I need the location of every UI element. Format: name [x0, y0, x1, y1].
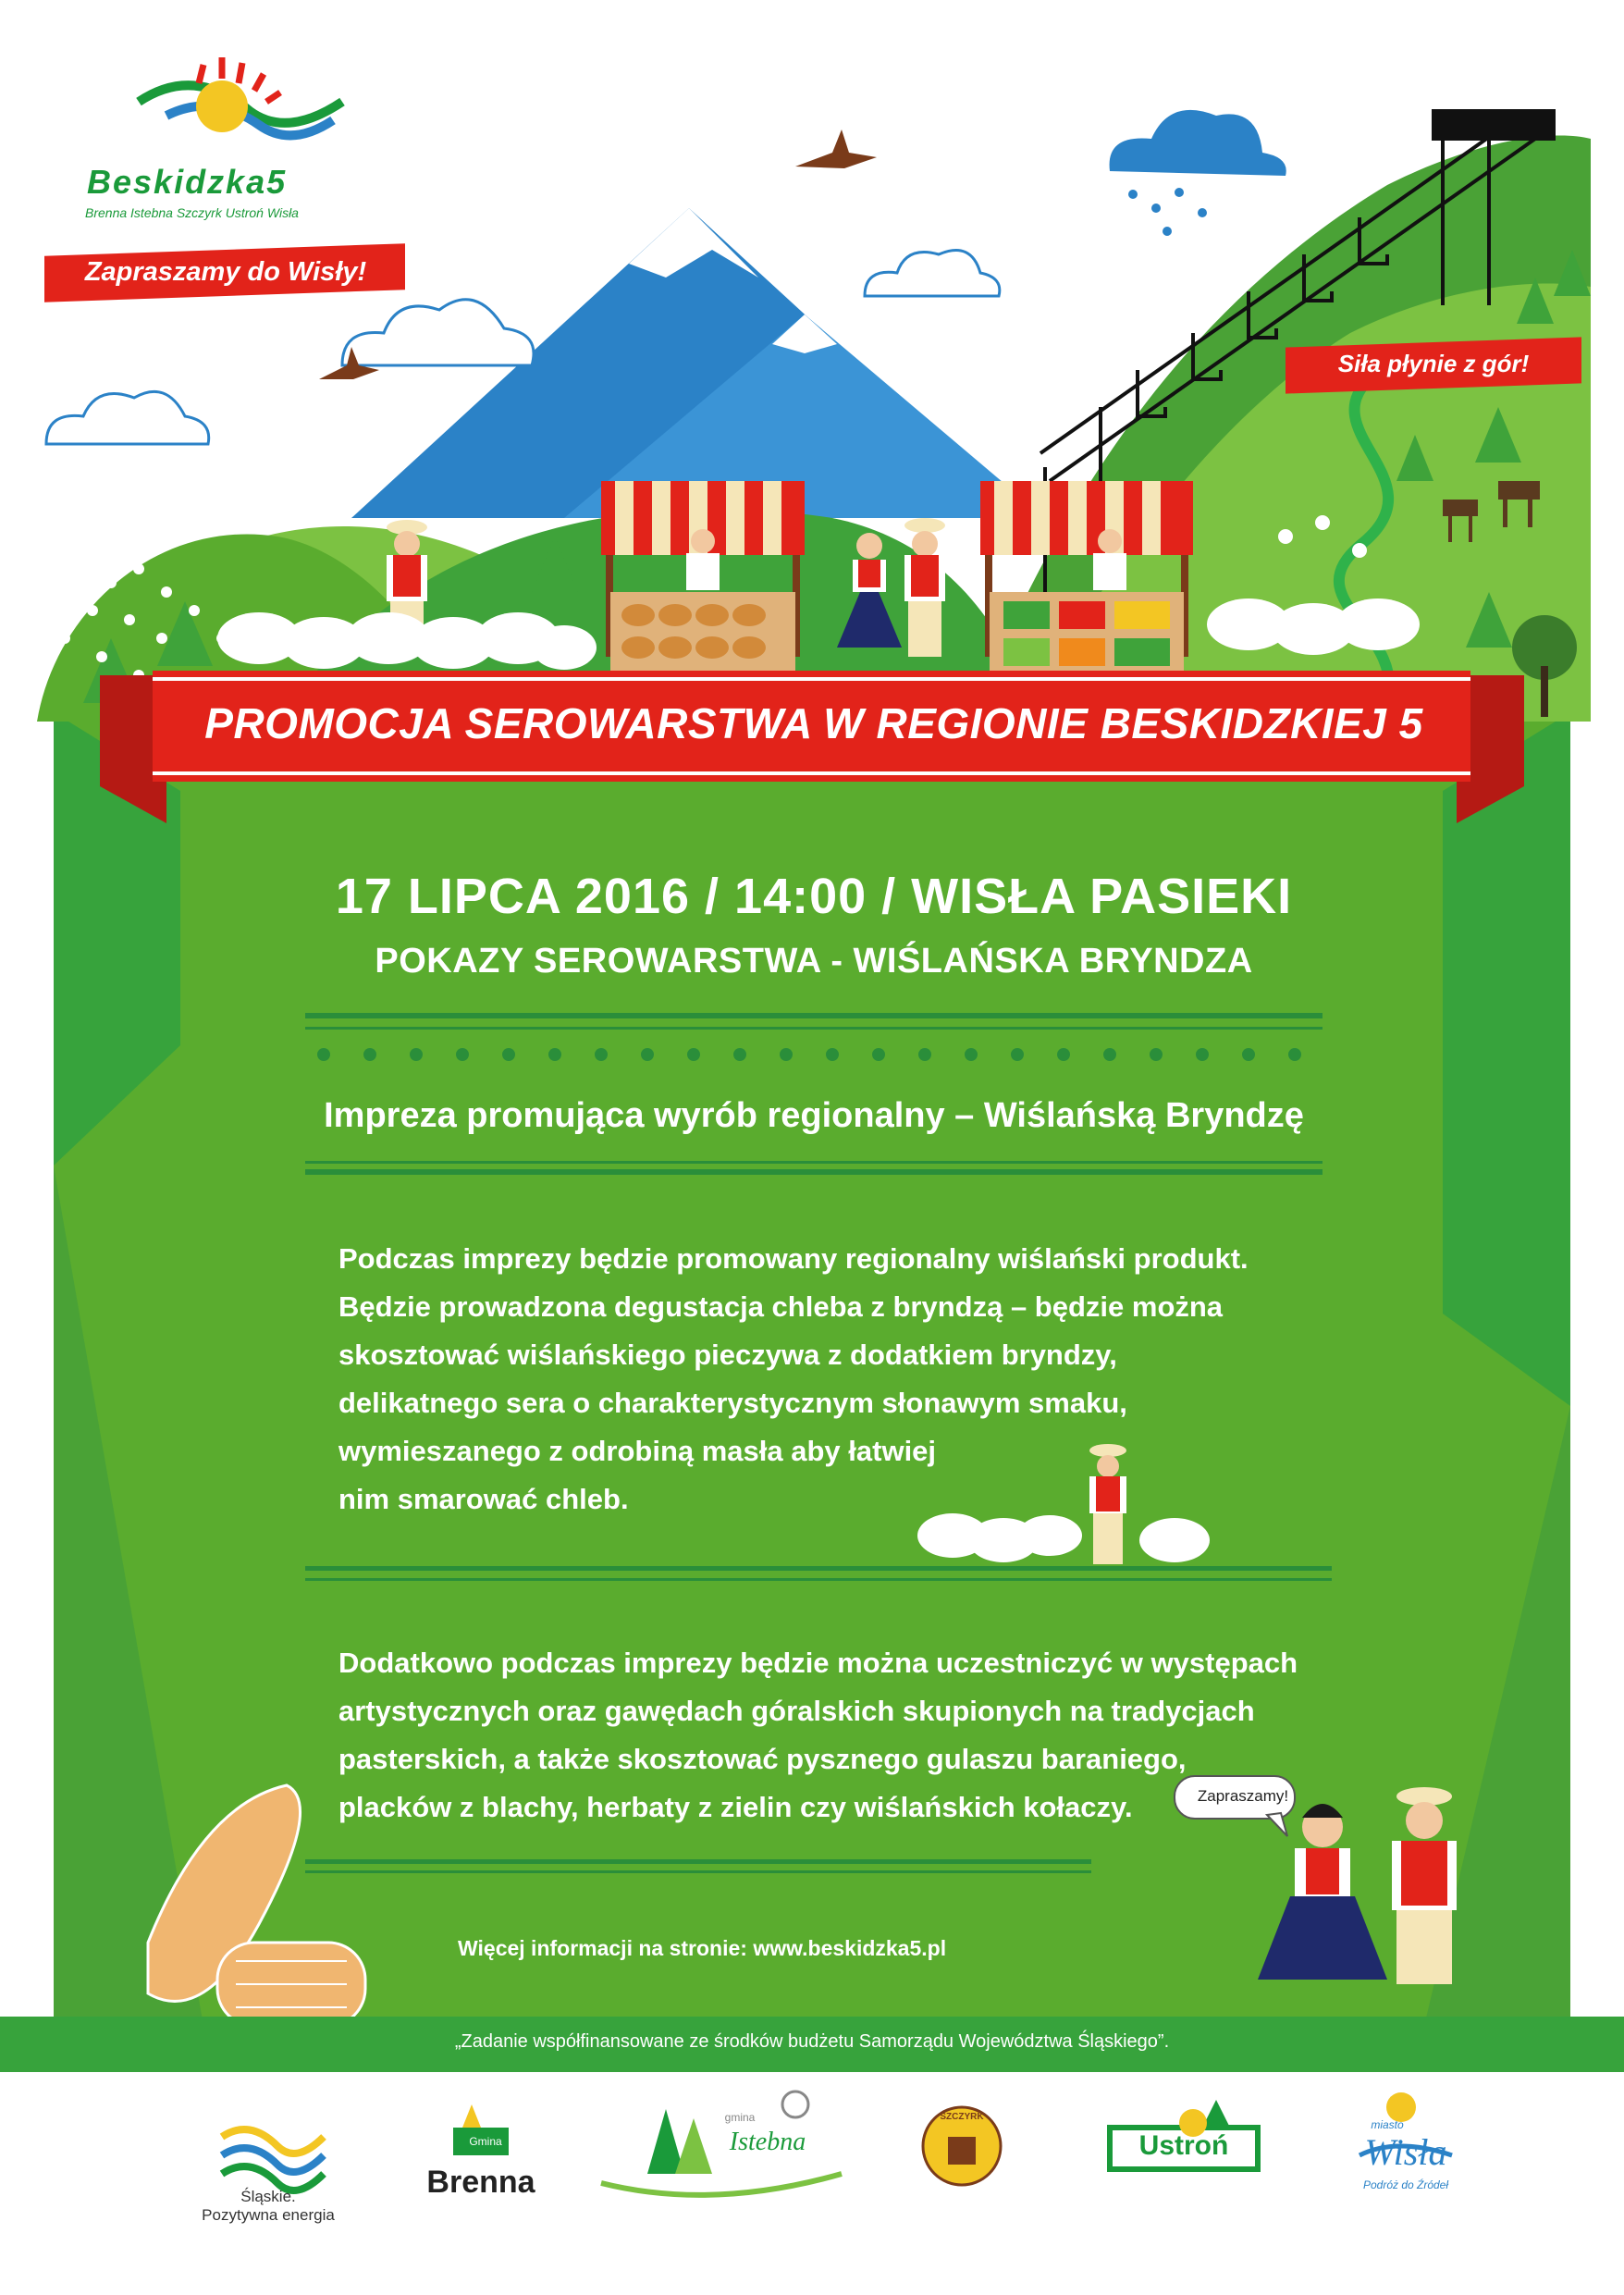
invite-banner-text: Zapraszamy do Wisły!	[84, 257, 367, 287]
istebna-small-label: gmina	[724, 2111, 756, 2124]
rain-cloud-icon	[1110, 110, 1286, 236]
paragraph-line: delikatnego sera o charakterystycznym słonawym smaku,	[338, 1387, 1127, 1419]
brenna-small-label: Gmina	[469, 2135, 502, 2148]
paragraph-line: skosztować wiślańskiego pieczywa z dodatkiem bryndzy,	[338, 1339, 1117, 1371]
more-info-link[interactable]: Więcej informacji na stronie: www.beskidzka5.pl	[458, 1936, 947, 1960]
szczyrk-label: SZCZYRK	[940, 2112, 984, 2122]
folk-man	[904, 518, 945, 657]
ustron-label: Ustroń	[1138, 2130, 1229, 2161]
event-shows-line: POKAZY SEROWARSTWA - WIŚLAŃSKA BRYNDZA	[375, 942, 1253, 981]
beskidzka5-logo	[139, 57, 342, 135]
speech-bubble-text: Zapraszamy!	[1197, 1787, 1289, 1805]
slaskie-logo	[222, 2129, 324, 2190]
wisla-tagline: Podróż do Źródeł	[1362, 2178, 1449, 2191]
paragraph-line: nim smarować chleb.	[338, 1483, 629, 1515]
wisla-label: Wisła	[1364, 2131, 1447, 2173]
paragraph-line: artystycznych oraz gawędach góralskich skupionych na tradycjach	[338, 1695, 1255, 1727]
slaskie-caption	[176, 2188, 361, 2225]
slaskie-line2: Pozytywna energia	[202, 2206, 335, 2224]
paragraph-line: Podczas imprezy będzie promowany regionalny wiślański produkt.	[338, 1242, 1249, 1275]
description-paragraph	[338, 1235, 1310, 1524]
cofinance-note: „Zadanie współfinansowane ze środków budżetu Samorządu Województwa Śląskiego”.	[454, 2031, 1170, 2052]
brand-towns: Brenna Istebna Szczyrk Ustroń Wisła	[85, 205, 299, 220]
brenna-label: Brenna	[426, 2165, 535, 2200]
paragraph-line: Będzie prowadzona degustacja chleba z bryndzą – będzie można	[338, 1290, 1224, 1323]
slogan-banner-text: Siła płynie z gór!	[1337, 350, 1530, 377]
event-date-line: 17 LIPCA 2016 / 14:00 / WISŁA PASIEKI	[335, 869, 1293, 924]
event-tagline: Impreza promująca wyrób regionalny – Wiślańską Bryndzę	[324, 1096, 1304, 1135]
paragraph-line: placków z blachy, herbaty z zielin czy wiślańskich kołaczy.	[338, 1791, 1133, 1823]
paragraph-line: wymieszanego z odrobiną masła aby łatwiej	[338, 1435, 937, 1467]
istebna-label: Istebna	[729, 2128, 806, 2156]
wisla-small-label: miasto	[1371, 2118, 1404, 2131]
paragraph-line: pasterskich, a także skosztować pysznego gulaszu baraniego,	[338, 1743, 1187, 1775]
brand-name: Beskidzka5	[87, 163, 288, 201]
slaskie-line1: Śląskie.	[240, 2188, 296, 2205]
event-title: PROMOCJA SEROWARSTWA W REGIONIE BESKIDZKIEJ 5	[204, 699, 1423, 747]
paragraph-line: Dodatkowo podczas imprezy będzie można uczestniczyć w występach	[338, 1647, 1298, 1679]
